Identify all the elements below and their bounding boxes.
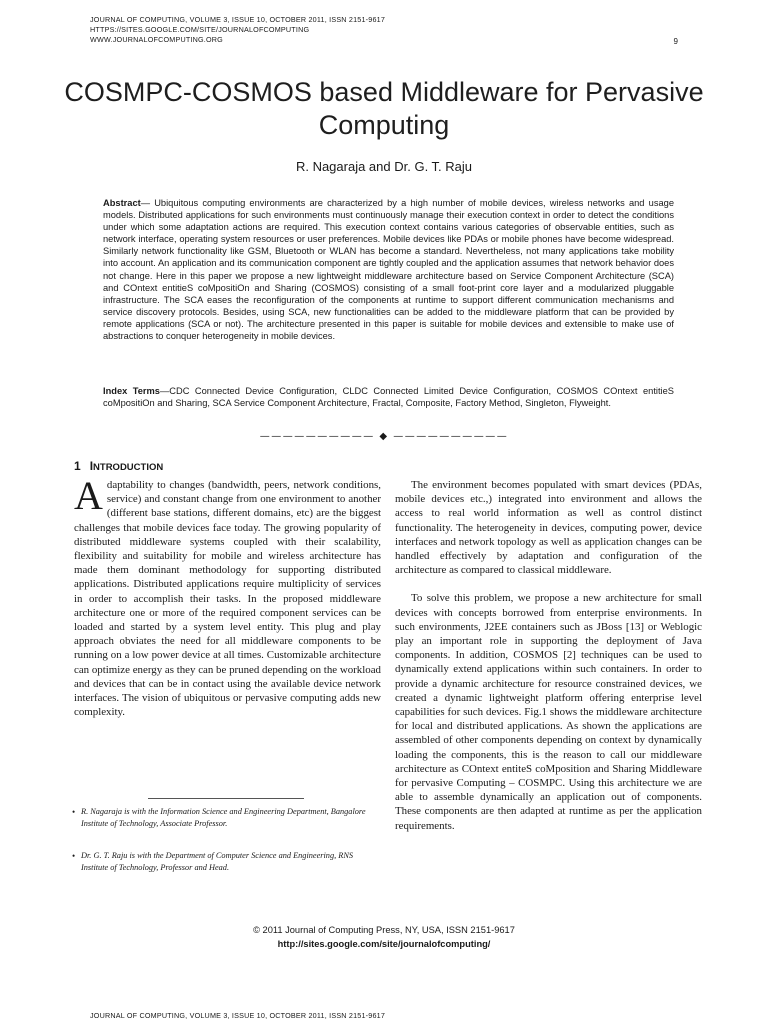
footnote-text: R. Nagaraja is with the Information Science and Engineering Department, Bangalore Institute of Technology, Associate Professor.	[81, 807, 366, 829]
left-column	[74, 473, 381, 719]
journal-link[interactable]: http://sites.google.com/site/journalofcomputing/	[277, 938, 491, 949]
index-terms-label: Index Terms	[103, 386, 160, 396]
abstract-dash: —	[140, 198, 155, 208]
abstract-text: Ubiquitous computing environments are characterized by a high number of mobile devices, wireless networks and usage models. Distributed applications for such environments must continuously manage their execution context in order to detect the conditions under which some adaptation actions are required. This execution context contains various categories of observable entities, such as network interface, operating system resources or user preferences. Mobile devices like PDAs or mobile phones have become widespread. Similarly network functionality like GSM, Bluetooth or WLAN has become a standard. Nevertheless, not many applications take mobility into account. An application and its communication component are tightly coupled and the application assumes that network behavior does not change. Here in this paper we propose a new lightweight middleware architecture based on Service Component Architecture (SCA) and COntext entitieS coMpositiOn and Sharing (COSMOS) consisting of a small foot-print core layer and a modularized pluggable infrastructure. The SCA eases the reconfiguration of the components at runtime to support different communication mechanisms and service discovery protocols. Besides, using SCA, new functionalities can be added to the middleware platform that can be provided by remote applications (SCA or not). The architecture presented in this paper is suitable for mobile devices and extensible to make use of abstractions to conquer heterogeneity in mobile devices.	[103, 198, 674, 342]
right-column	[395, 478, 702, 833]
intro-paragraph	[74, 473, 381, 719]
footnote-author-1	[72, 806, 377, 831]
copyright-notice	[60, 924, 708, 951]
footnote-author-2	[72, 850, 377, 875]
journal-header-url: HTTPS://SITES.GOOGLE.COM/SITE/JOURNALOFCOMPUTING	[90, 25, 310, 34]
abstract	[103, 197, 674, 342]
index-terms	[103, 385, 674, 409]
section-separator: —————————— ◆ ——————————	[259, 431, 509, 442]
journal-header-line: JOURNAL OF COMPUTING, VOLUME 3, ISSUE 10, OCTOBER 2011, ISSN 2151-9617	[90, 15, 386, 24]
journal-header	[90, 15, 690, 45]
journal-header-website: WWW.JOURNALOFCOMPUTING.ORG	[90, 35, 223, 44]
section-title-initial: I	[89, 459, 94, 473]
next-page-header-line: JOURNAL OF COMPUTING, VOLUME 3, ISSUE 10, OCTOBER 2011, ISSN 2151-9617	[90, 1011, 386, 1020]
paper-authors: R. Nagaraja and Dr. G. T. Raju	[295, 159, 473, 174]
index-terms-text: CDC Connected Device Configuration, CLDC Connected Limited Device Configuration, COSMOS COntext entitieS coMpositiOn and Sharing, SCA Service Component Architecture, Fractal, Composite, Factory Method, Singleton, Flyweight.	[103, 386, 674, 409]
section-title-rest: NTRODUCTION	[93, 462, 164, 473]
abstract-label: Abstract	[103, 198, 141, 208]
footnote-bullet: •	[72, 807, 76, 817]
footnote-text: Dr. G. T. Raju is with the Department of Computer Science and Engineering, RNS Institute of Technology, Professor and Head.	[81, 851, 354, 873]
right-paragraph-1: The environment becomes populated with smart devices (PDAs, mobile devices etc.,) integrated into environment and allows the access to real world information as well as control distinct functionality. The heterogeneity in devices, computing power, device interfaces and network topology as well as application changes can be handled effectively by adaptation and configuration of the architecture as compared to classical middleware.	[395, 479, 702, 577]
footnote-rule	[148, 798, 304, 799]
page-number: 9	[673, 37, 678, 46]
copyright-text: © 2011 Journal of Computing Press, NY, USA, ISSN 2151-9617	[253, 925, 515, 935]
footnote-bullet: •	[72, 851, 76, 861]
section-number: 1	[74, 459, 81, 473]
intro-paragraph-text: daptability to changes (bandwidth, peers, network conditions, service) and constant change from one environment to another (different base stations, different domains, etc) are the biggest challenges that mobile devices face today. The growing popularity of distributed middleware systems coupled with their scalability, flexibility and suitability for mobile and wireless architecture has made them dominant methodology for supporting distributed applications. Distributed applications require multiplicity of services in order to accomplish their tasks. In the proposed middleware architecture one or more of the required component services can be loaded and started by a system level entity. This plug and play approach obviates the need for all middleware components to be running on a low power device at all times. Customizable architecture can optimize energy as they can be pruned depending on the workload and devices that can be in contact using the available device network interfaces. The vision of ubiquitous or pervasive computing adds new complexity.	[74, 479, 381, 719]
next-page-header	[90, 1011, 690, 1024]
drop-cap: A	[74, 473, 103, 518]
paper-title: COSMPC-COSMOS based Middleware for Pervasive Computing	[64, 77, 704, 140]
index-terms-dash: —	[159, 386, 170, 396]
section-heading	[74, 459, 163, 473]
right-paragraph-2: To solve this problem, we propose a new architecture for small devices with concepts borrowed from enterprise environments. In such environments, J2EE containers such as JBoss [13] or Weblogic play an important role in supporting the deployment of Java components. In addition, COSMOS [2] techniques can be used to dynamically extend applications within such containers. In order to provide a dynamic architecture for resource constrained devices, we created a dynamic lightweight platform offering enterprise level capabilities for such devices. Fig.1 shows the middleware architecture for local and distributed applications. As shown the applications are assembled of other components depending on context by dynamically loading the components, this is the reason to call our middleware architecture as COntext entiteS coMposition and Sharing Middleware for pervasive Computing – COSMPC. Using this architecture we are able to assemble dynamically an application out of components. These components are then adapted at runtime as per the application requirements.	[395, 592, 702, 832]
